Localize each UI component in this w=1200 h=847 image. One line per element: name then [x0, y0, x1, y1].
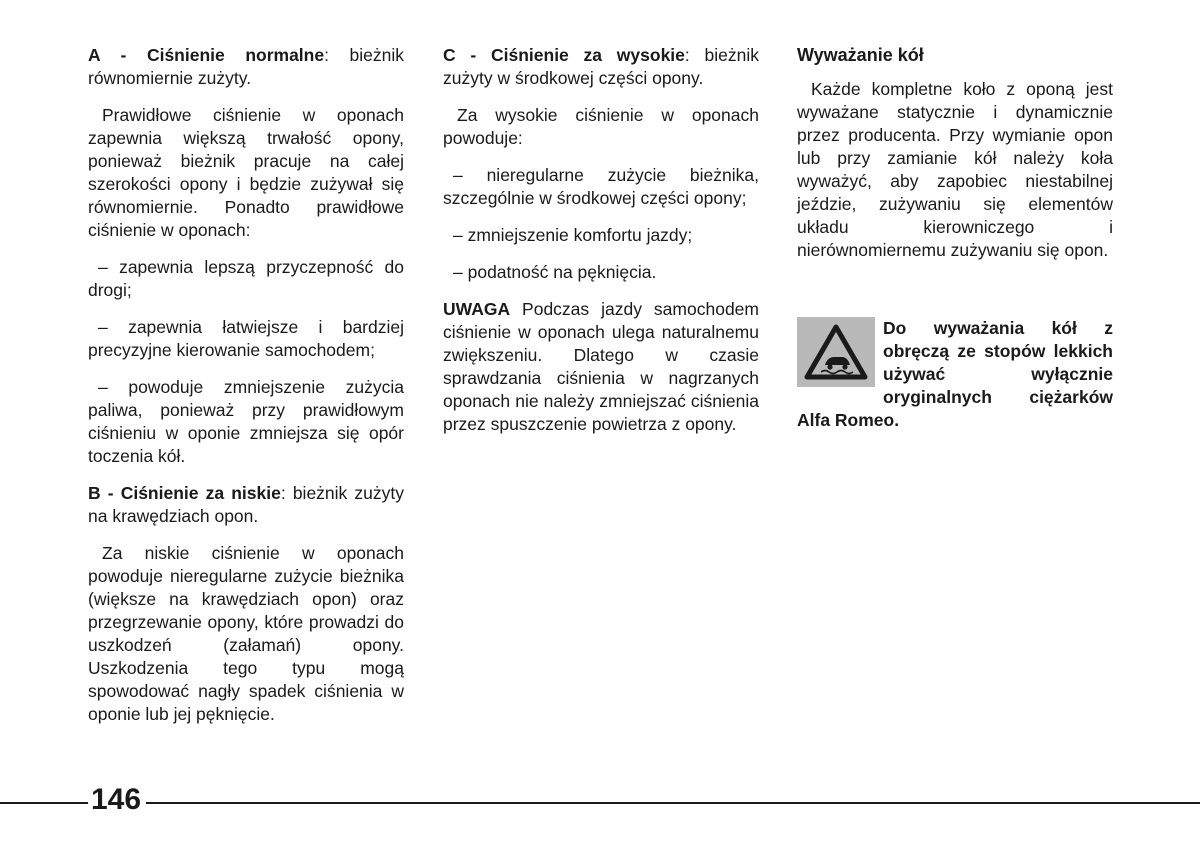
- warning-text: Do wyważania kół z obręczą ze stopów lekkich używać wyłącznie oryginalnych ciężarków Alfa Romeo.: [797, 318, 1113, 430]
- left-column: [88, 44, 404, 740]
- list-item: – podatność na pęknięcia.: [443, 261, 759, 284]
- section-b-heading: B - Ciśnienie za niskie: [88, 483, 281, 503]
- section-b: [88, 482, 404, 528]
- note-text: Podczas jazdy samochodem ciśnienie w oponach ulega naturalnemu zwiększeniu. Dlatego w czasie sprawdzania ciśnienia w nagrzanych oponach nie należy zmniejszać ciśnienia przez spuszczenie powietrza z opony.: [443, 299, 759, 434]
- page-number: 146: [91, 783, 142, 816]
- list-item: – zapewnia łatwiejsze i bardziej precyzyjne kierowanie samochodem;: [88, 316, 404, 362]
- list-item: – zmniejszenie komfortu jazdy;: [443, 224, 759, 247]
- warning-box: [797, 317, 1113, 432]
- section-c-heading: C - Ciśnienie za wysokie: [443, 45, 685, 65]
- section-c: [443, 44, 759, 90]
- note-label: UWAGA: [443, 299, 511, 319]
- section-a-heading: A - Ciśnienie normalne: [88, 45, 325, 65]
- right-column: [797, 44, 1113, 276]
- slippery-road-warning-icon: [797, 317, 875, 387]
- middle-column: [443, 44, 759, 450]
- section-a-text: : bieżnik równomiernie zużyty.: [88, 45, 404, 88]
- list-item: – nieregularne zużycie bieżnika, szczególnie w środkowej części opony;: [443, 164, 759, 210]
- paragraph-low-pressure: Za niskie ciśnienie w oponach powoduje nieregularne zużycie bieżnika (większe na krawędziach opon) oraz przegrzewanie opony, które prowadzi do uszkodzeń (załamań) opony. Uszkodzenia tego typu mogą spowodować nagły spadek ciśnienia w oponie lub jej pęknięcie.: [88, 543, 404, 724]
- note: [443, 298, 759, 436]
- section-title: Wyważanie kół: [797, 45, 924, 65]
- section-a: [88, 44, 404, 90]
- list-item: – zapewnia lepszą przyczepność do drogi;: [88, 256, 404, 302]
- footer-rule-right: [146, 802, 1200, 804]
- section-b-text: : bieżnik zużyty na krawędziach opon.: [88, 483, 405, 526]
- list-item: – powoduje zmniejszenie zużycia paliwa, ponieważ przy prawidłowym ciśnieniu w oponie zmniejsza się opór toczenia kół.: [88, 376, 404, 468]
- section-c-text: : bieżnik zużyty w środkowej części opony.: [443, 45, 760, 88]
- paragraph-high-pressure: Za wysokie ciśnienie w oponach powoduje:: [443, 105, 759, 148]
- paragraph-correct-pressure: Prawidłowe ciśnienie w oponach zapewnia większą trwałość opony, ponieważ bieżnik pracuje na całej szerokości opony i będzie zużywał się równomiernie. Ponadto prawidłowe ciśnienie w oponach:: [88, 105, 404, 240]
- footer-rule-left: [0, 802, 88, 804]
- paragraph-wheel-balancing: Każde kompletne koło z oponą jest wyważane statycznie i dynamicznie przez producenta. Przy wymianie opon lub przy zamianie kół należy koła wyważyć, aby zapobiec niestabilnej jeździe, zużywaniu się elementów układu kierowniczego i nierównomiernemu zużywaniu się opon.: [797, 79, 1113, 260]
